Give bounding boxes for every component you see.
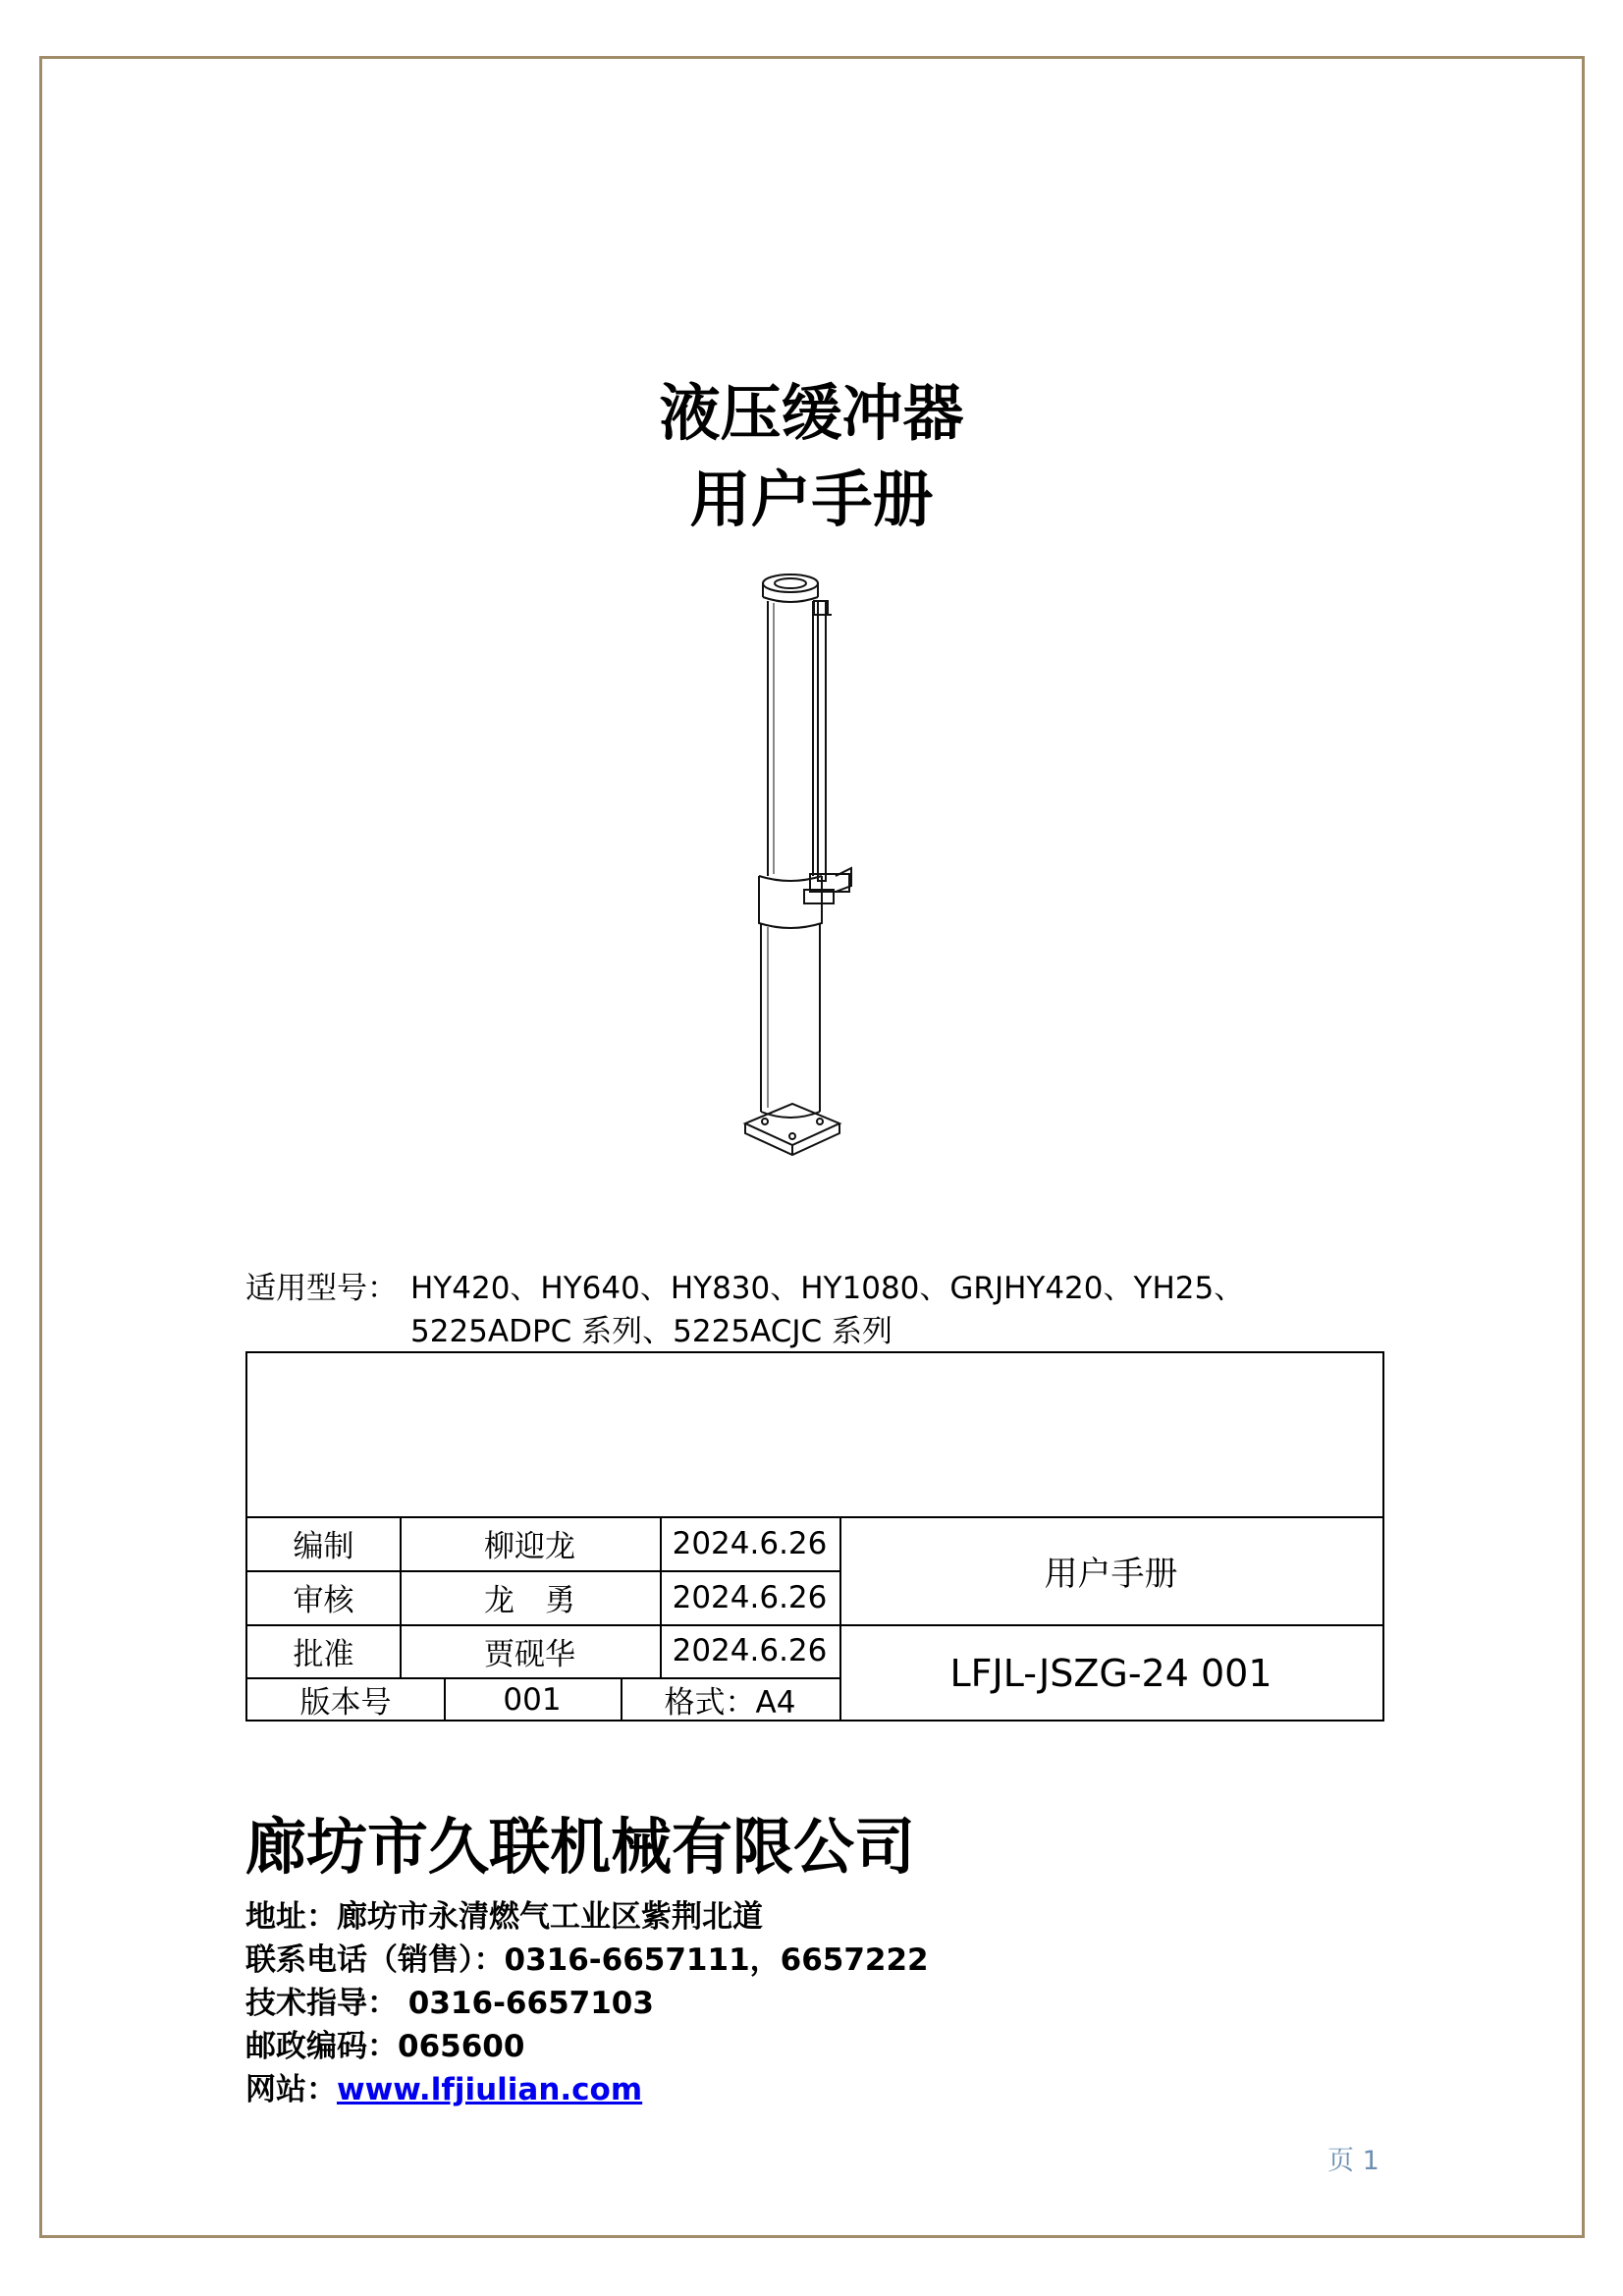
tech-line: 技术指导： 0316-6657103 xyxy=(245,1986,654,2021)
date-review: 2024.6.26 xyxy=(672,1579,828,1615)
website-line xyxy=(245,2068,929,2111)
document-control-table xyxy=(245,1351,1384,1722)
date-approve: 2024.6.26 xyxy=(672,1633,828,1668)
doc-code-cell: LFJL-JSZG-24 001 xyxy=(949,1651,1272,1695)
hydraulic-buffer-drawing xyxy=(741,562,908,1171)
models-label: 适用型号： xyxy=(245,1271,398,1306)
doc-title-cell: 用户手册 xyxy=(1044,1554,1178,1594)
name-review: 龙 勇 xyxy=(484,1583,575,1618)
postal-line: 邮政编码：065600 xyxy=(245,2029,525,2064)
page-number: 页 1 xyxy=(1327,2146,1380,2176)
address-line: 地址：廊坊市永清燃气工业区紫荆北道 xyxy=(245,1899,763,1935)
company-name: 廊坊市久联机械有限公司 xyxy=(245,1811,916,1883)
document-subtitle: 用户手册 xyxy=(689,464,934,535)
applicable-models xyxy=(245,1267,1244,1353)
document-title: 液压缓冲器 xyxy=(659,377,964,449)
contact-info xyxy=(245,1895,929,2111)
name-approve: 贾砚华 xyxy=(484,1636,575,1672)
role-approve: 批准 xyxy=(293,1636,354,1672)
models-line1: HY420、HY640、HY830、HY1080、GRJHY420、YH25、 xyxy=(410,1271,1245,1306)
name-compile: 柳迎龙 xyxy=(484,1529,575,1564)
version-label: 版本号 xyxy=(299,1685,392,1721)
phone-line: 联系电话（销售）：0316-6657111，6657222 xyxy=(245,1942,929,1978)
models-line2: 5225ADPC 系列、5225ACJC 系列 xyxy=(410,1314,893,1349)
date-compile: 2024.6.26 xyxy=(672,1525,828,1561)
format-value: 格式：A4 xyxy=(664,1685,796,1721)
role-compile: 编制 xyxy=(293,1529,354,1564)
version-value: 001 xyxy=(503,1681,562,1718)
website-link[interactable]: www.lfjiulian.com xyxy=(337,2072,643,2107)
role-review: 审核 xyxy=(293,1583,354,1618)
website-label: 网站： xyxy=(245,2072,337,2107)
